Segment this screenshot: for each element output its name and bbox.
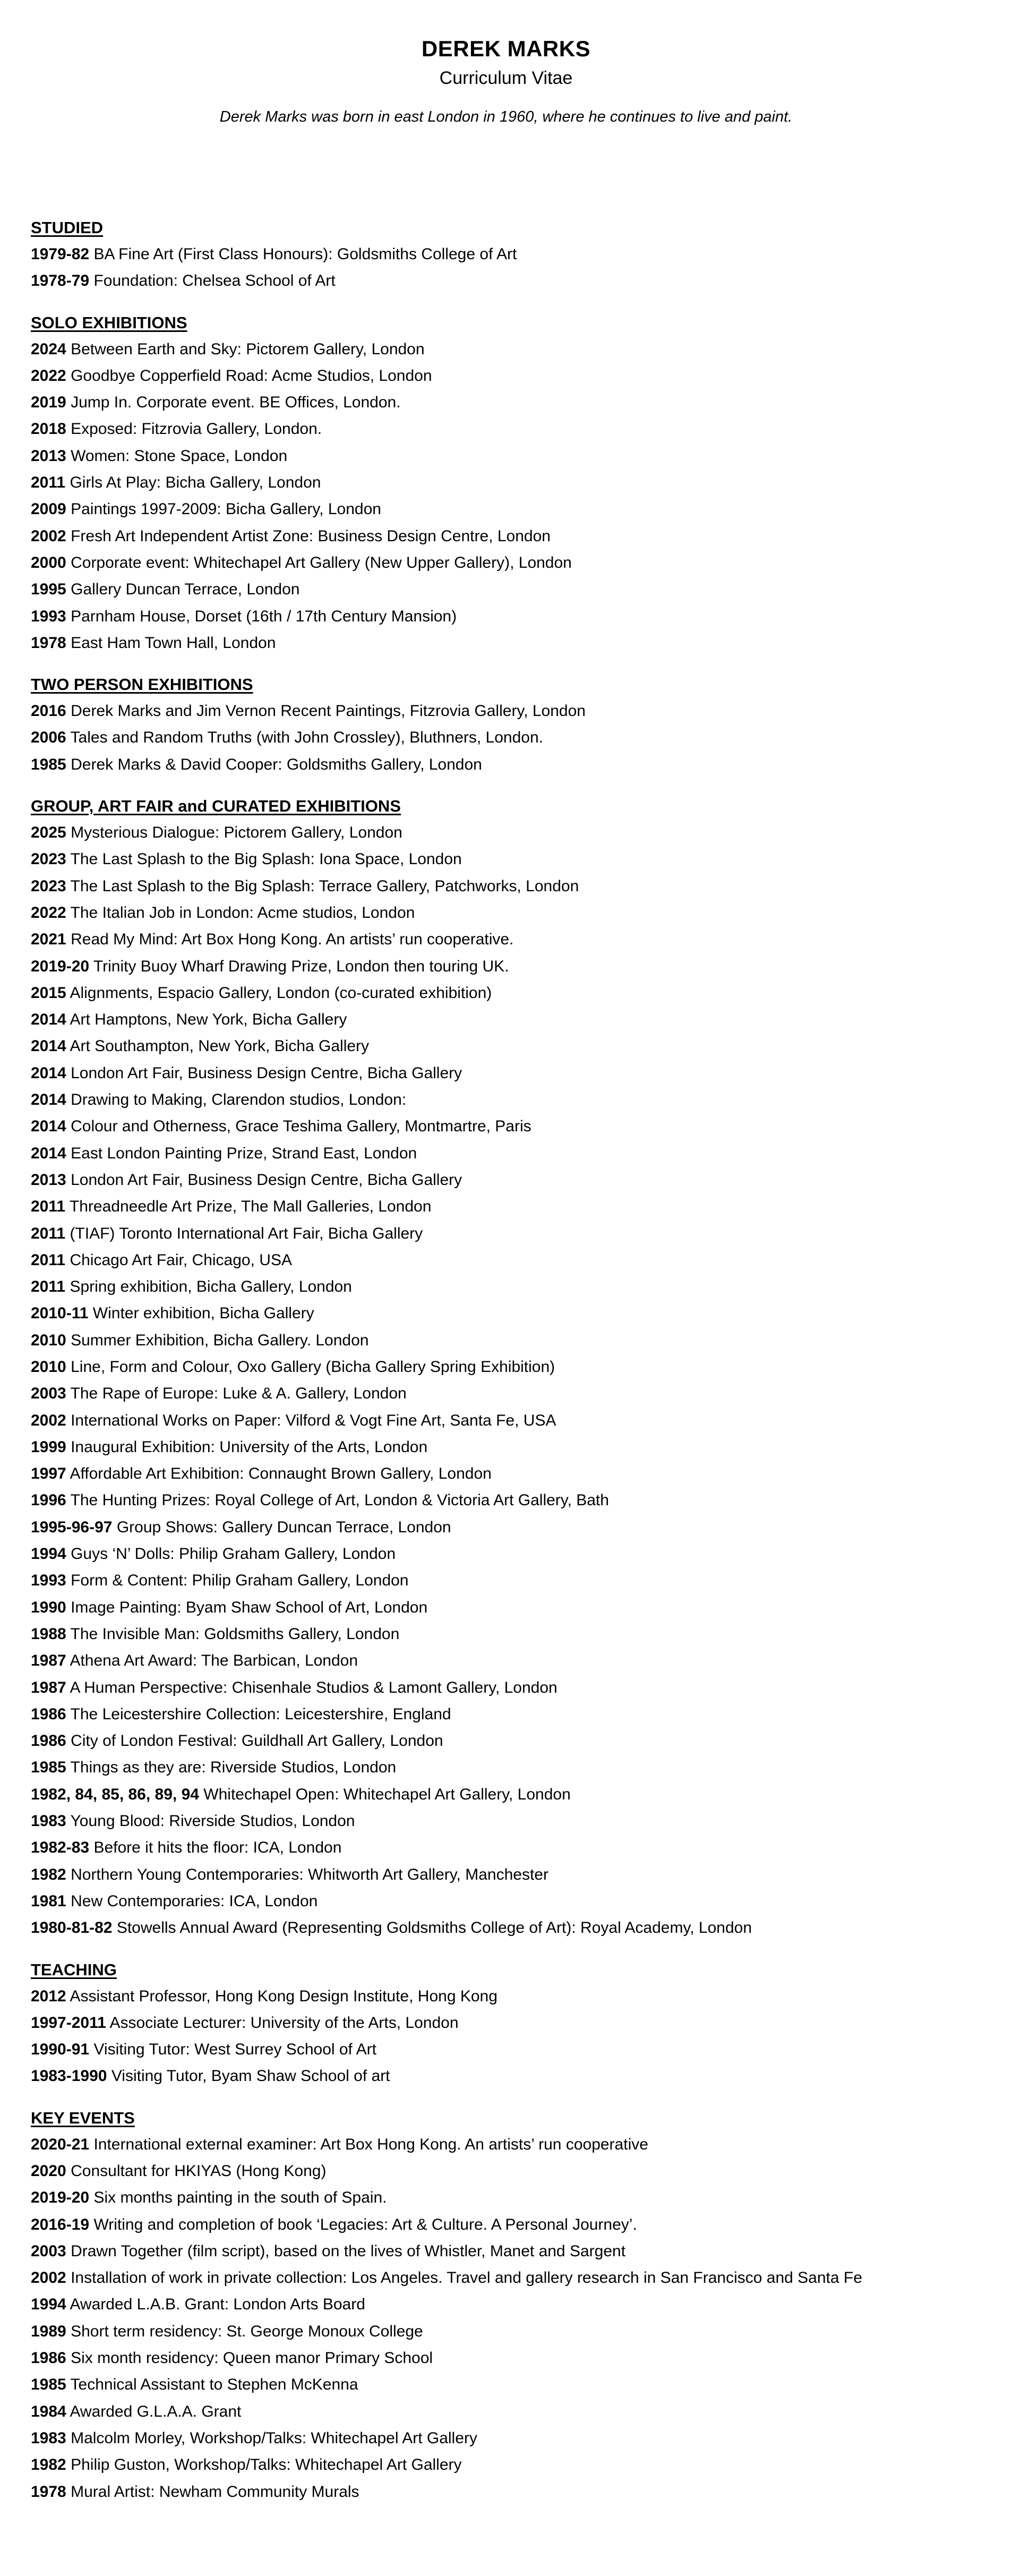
- entry-year: 1979-82: [31, 245, 90, 263]
- entry-year: 2014: [31, 1064, 66, 1082]
- entry-description: Six month residency: Queen manor Primary School: [71, 2349, 433, 2367]
- entry-description: Tales and Random Truths (with John Crossley), Bluthners, London.: [70, 729, 543, 747]
- cv-entry: [31, 1487, 997, 1514]
- cv-entry: [31, 389, 997, 416]
- entry-year: 2009: [31, 500, 66, 518]
- entry-description: Read My Mind: Art Box Hong Kong. An artists’ run cooperative.: [71, 931, 514, 949]
- entry-description: Visiting Tutor: West Surrey School of Art: [93, 2041, 376, 2059]
- entry-description: Form & Content: Philip Graham Gallery, London: [71, 1572, 409, 1590]
- entry-description: Winter exhibition, Bicha Gallery: [92, 1304, 314, 1323]
- section-heading: SOLO EXHIBITIONS: [31, 313, 187, 332]
- artist-name: DEREK MARKS: [421, 36, 591, 61]
- cv-entry: [31, 1300, 997, 1327]
- cv-entry: [31, 416, 997, 442]
- cv-entry: [31, 1167, 997, 1193]
- entry-description: London Art Fair, Business Design Centre, Bicha Gallery: [71, 1064, 462, 1082]
- entry-year: 2016: [31, 702, 66, 720]
- entry-description: New Contemporaries: ICA, London: [71, 1892, 318, 1910]
- cv-entry: [31, 2399, 997, 2425]
- entry-description: Young Blood: Riverside Studios, London: [70, 1812, 355, 1830]
- cv-entry: [31, 1247, 997, 1274]
- entry-year: 2014: [31, 1118, 66, 1136]
- cv-section: [31, 310, 997, 657]
- entry-description: Consultant for HKIYAS (Hong Kong): [71, 2162, 327, 2180]
- entry-year: 1996: [31, 1491, 66, 1509]
- entry-year: 1994: [31, 2296, 66, 2314]
- entry-description: Assistant Professor, Hong Kong Design Institute, Hong Kong: [70, 1987, 498, 2005]
- entry-year: 2013: [31, 1171, 66, 1189]
- cv-entry: [31, 1514, 997, 1541]
- cv-entry: [31, 1193, 997, 1220]
- cv-entry: [31, 2036, 997, 2063]
- entry-year: 1993: [31, 1572, 66, 1590]
- entry-description: Malcolm Morley, Workshop/Talks: Whitechapel Art Gallery: [71, 2429, 477, 2447]
- intro-statement: Derek Marks was born in east London in 1960, where he continues to live and paint.: [219, 108, 793, 125]
- entry-description: Stowells Annual Award (Representing Goldsmiths College of Art): Royal Academy, London: [116, 1919, 752, 1937]
- entry-year: 2019-20: [31, 957, 90, 975]
- cv-entry: [31, 1675, 997, 1701]
- cv-section: [31, 2105, 997, 2505]
- cv-entry: [31, 1541, 997, 1567]
- entry-year: 1995-96-97: [31, 1518, 113, 1536]
- section-heading: STUDIED: [31, 218, 104, 237]
- cv-entry: [31, 2265, 997, 2291]
- entry-year: 2010: [31, 1358, 66, 1376]
- cv-entry: [31, 630, 997, 656]
- entry-description: Gallery Duncan Terrace, London: [71, 581, 300, 599]
- entry-year: 1995: [31, 581, 66, 599]
- cv-entry: [31, 2063, 997, 2089]
- entry-year: 1978: [31, 2483, 66, 2501]
- cv-entry: [31, 1701, 997, 1728]
- entry-year: 2006: [31, 729, 66, 747]
- entry-description: Philip Guston, Workshop/Talks: Whitechapel Art Gallery: [71, 2456, 462, 2474]
- entry-description: Associate Lecturer: University of the Arts, London: [109, 2014, 459, 2032]
- entry-description: A Human Perspective: Chisenhale Studios & Lamont Gallery, London: [70, 1678, 558, 1696]
- cv-entry: [31, 1327, 997, 1354]
- cv-entry: [31, 1808, 997, 1835]
- entry-description: Summer Exhibition, Bicha Gallery. London: [71, 1331, 369, 1349]
- entry-description: Colour and Otherness, Grace Teshima Gallery, Montmartre, Paris: [71, 1118, 531, 1136]
- entry-year: 2020-21: [31, 2135, 90, 2153]
- document-subtitle: Curriculum Vitae: [439, 68, 573, 88]
- entry-description: Drawing to Making, Clarendon studios, London:: [71, 1091, 407, 1109]
- cv-entry: [31, 2479, 997, 2505]
- cv-entry: [31, 2291, 997, 2318]
- entry-year: 1987: [31, 1652, 66, 1670]
- entry-description: Athena Art Award: The Barbican, London: [70, 1652, 358, 1670]
- entry-description: Writing and completion of book ‘Legacies: Art & Culture. A Personal Journey’.: [93, 2215, 637, 2233]
- entry-year: 2011: [31, 1224, 66, 1242]
- cv-entry: [31, 443, 997, 470]
- entry-description: Mural Artist: Newham Community Murals: [71, 2483, 359, 2501]
- entry-description: Affordable Art Exhibition: Connaught Brown Gallery, London: [70, 1465, 492, 1483]
- entry-year: 2019-20: [31, 2189, 90, 2207]
- entry-year: 2014: [31, 1091, 66, 1109]
- entry-description: The Rape of Europe: Luke & A. Gallery, London: [70, 1385, 407, 1403]
- entry-year: 2012: [31, 1987, 66, 2005]
- entry-year: 1999: [31, 1438, 66, 1456]
- cv-entry: [31, 2318, 997, 2345]
- cv-entry: [31, 1728, 997, 1754]
- entry-description: Goodbye Copperfield Road: Acme Studios, London: [71, 366, 432, 385]
- entry-description: Installation of work in private collection: Los Angeles. Travel and gallery research in San Francisco and Santa Fe: [71, 2269, 862, 2287]
- cv-entry: [31, 1915, 997, 1941]
- entry-year: 1985: [31, 1759, 66, 1777]
- entry-description: Group Shows: Gallery Duncan Terrace, London: [116, 1518, 451, 1536]
- cv-entry: [31, 1274, 997, 1300]
- entry-description: Paintings 1997-2009: Bicha Gallery, London: [71, 500, 381, 518]
- entry-description: Trinity Buoy Wharf Drawing Prize, London then touring UK.: [93, 957, 509, 975]
- entry-year: 1994: [31, 1545, 66, 1563]
- entry-year: 1980-81-82: [31, 1919, 113, 1937]
- cv-entry: [31, 523, 997, 550]
- entry-year: 2010: [31, 1331, 66, 1349]
- entry-year: 2024: [31, 340, 66, 358]
- entry-description: Drawn Together (film script), based on the lives of Whistler, Manet and Sargent: [71, 2242, 626, 2260]
- entry-year: 2010-11: [31, 1304, 89, 1323]
- cv-entry: [31, 752, 997, 778]
- cv-entry: [31, 1888, 997, 1915]
- entry-year: 2003: [31, 1385, 66, 1403]
- cv-content: [31, 215, 997, 2520]
- entry-description: Women: Stone Space, London: [71, 447, 288, 465]
- entry-description: Inaugural Exhibition: University of the Arts, London: [71, 1438, 428, 1456]
- cv-entry: [31, 550, 997, 576]
- cv-entry: [31, 2158, 997, 2185]
- entry-year: 2002: [31, 1411, 66, 1429]
- entry-description: Derek Marks & David Cooper: Goldsmiths Gallery, London: [71, 755, 482, 773]
- entry-description: Things as they are: Riverside Studios, London: [70, 1759, 397, 1777]
- entry-description: Threadneedle Art Prize, The Mall Galleries, London: [69, 1198, 432, 1216]
- cv-entry: [31, 1862, 997, 1888]
- entry-year: 1978-79: [31, 272, 90, 290]
- cv-entry: [31, 363, 997, 389]
- entry-year: 2018: [31, 420, 66, 438]
- entry-year: 1983: [31, 2429, 66, 2447]
- cv-entry: [31, 1408, 997, 1434]
- entry-year: 2011: [31, 474, 66, 492]
- entry-description: Spring exhibition, Bicha Gallery, London: [70, 1278, 352, 1296]
- entry-year: 1983: [31, 1812, 66, 1830]
- entry-description: International Works on Paper: Vilford & Vogt Fine Art, Santa Fe, USA: [71, 1411, 556, 1429]
- entry-year: 2000: [31, 553, 66, 572]
- cv-entry: [31, 1354, 997, 1380]
- entry-year: 1997: [31, 1465, 66, 1483]
- entry-description: Whitechapel Open: Whitechapel Art Gallery, London: [203, 1785, 571, 1803]
- entry-year: 2019: [31, 394, 66, 412]
- entry-description: The Leicestershire Collection: Leicestershire, England: [70, 1705, 451, 1723]
- entry-year: 1990: [31, 1598, 66, 1616]
- entry-year: 1982-83: [31, 1839, 90, 1857]
- cv-entry: [31, 953, 997, 980]
- cv-entry: [31, 1621, 997, 1648]
- cv-entry: [31, 2131, 997, 2158]
- entry-description: Alignments, Espacio Gallery, London (co-curated exhibition): [70, 984, 492, 1002]
- entry-year: 2011: [31, 1198, 66, 1216]
- entry-description: Art Southampton, New York, Bicha Gallery: [70, 1037, 370, 1055]
- cv-section: [31, 215, 997, 295]
- cv-entry: [31, 1754, 997, 1781]
- cv-entry: [31, 1140, 997, 1167]
- entry-description: Chicago Art Fair, Chicago, USA: [70, 1251, 292, 1269]
- entry-description: East London Painting Prize, Strand East, London: [71, 1144, 417, 1162]
- entry-description: Corporate event: Whitechapel Art Gallery (New Upper Gallery), London: [71, 553, 572, 572]
- cv-entry: [31, 873, 997, 900]
- cv-entry: [31, 1594, 997, 1621]
- entry-description: The Hunting Prizes: Royal College of Art, London & Victoria Art Gallery, Bath: [70, 1491, 609, 1509]
- entry-year: 2002: [31, 527, 66, 545]
- entry-description: Short term residency: St. George Monoux College: [71, 2322, 423, 2340]
- cv-entry: [31, 1033, 997, 1060]
- entry-description: Guys ‘N’ Dolls: Philip Graham Gallery, London: [71, 1545, 396, 1563]
- entry-year: 2002: [31, 2269, 66, 2287]
- entry-description: Foundation: Chelsea School of Art: [93, 272, 336, 290]
- section-heading: TEACHING: [31, 1960, 117, 1979]
- entry-year: 2023: [31, 850, 66, 868]
- entry-description: East Ham Town Hall, London: [71, 634, 276, 652]
- cv-entry: [31, 1060, 997, 1087]
- entry-year: 2016-19: [31, 2215, 90, 2233]
- entry-description: Mysterious Dialogue: Pictorem Gallery, London: [71, 824, 402, 842]
- entry-description: Image Painting: Byam Shaw School of Art, London: [71, 1598, 428, 1616]
- entry-description: Six months painting in the south of Spain.: [93, 2189, 387, 2207]
- entry-year: 1982, 84, 85, 86, 89, 94: [31, 1785, 199, 1803]
- entry-description: Northern Young Contemporaries: Whitworth Art Gallery, Manchester: [71, 1865, 548, 1883]
- cv-entry: [31, 724, 997, 751]
- entry-year: 1981: [31, 1892, 66, 1910]
- entry-description: Parnham House, Dorset (16th / 17th Century Mansion): [71, 607, 457, 625]
- entry-description: London Art Fair, Business Design Centre, Bicha Gallery: [71, 1171, 462, 1189]
- cv-entry: [31, 926, 997, 953]
- entry-description: Visiting Tutor, Byam Shaw School of art: [111, 2067, 390, 2085]
- entry-description: Before it hits the floor: ICA, London: [93, 1839, 342, 1857]
- entry-description: Awarded L.A.B. Grant: London Arts Board: [70, 2296, 365, 2314]
- cv-section: [31, 793, 997, 1941]
- entry-description: Exposed: Fitzrovia Gallery, London.: [71, 420, 322, 438]
- entry-description: The Invisible Man: Goldsmiths Gallery, London: [70, 1625, 400, 1643]
- cv-entry: [31, 268, 997, 294]
- entry-description: BA Fine Art (First Class Honours): Goldsmiths College of Art: [93, 245, 517, 263]
- cv-entry: [31, 2452, 997, 2478]
- entry-description: (TIAF) Toronto International Art Fair, Bicha Gallery: [70, 1224, 423, 1242]
- cv-entry: [31, 1461, 997, 1487]
- cv-entry: [31, 698, 997, 724]
- entry-year: 1984: [31, 2402, 66, 2420]
- entry-year: 2014: [31, 1037, 66, 1055]
- entry-year: 2011: [31, 1251, 66, 1269]
- entry-year: 2014: [31, 1011, 66, 1029]
- entry-description: Awarded G.L.A.A. Grant: [70, 2402, 242, 2420]
- entry-description: Derek Marks and Jim Vernon Recent Paintings, Fitzrovia Gallery, London: [71, 702, 586, 720]
- cv-entry: [31, 1434, 997, 1461]
- section-heading: GROUP, ART FAIR and CURATED EXHIBITIONS: [31, 797, 401, 816]
- entry-description: Art Hamptons, New York, Bicha Gallery: [70, 1011, 347, 1029]
- entry-year: 2013: [31, 447, 66, 465]
- entry-year: 1989: [31, 2322, 66, 2340]
- entry-description: Between Earth and Sky: Pictorem Gallery, London: [71, 340, 425, 358]
- entry-year: 2025: [31, 824, 66, 842]
- entry-year: 1986: [31, 2349, 66, 2367]
- entry-year: 1985: [31, 755, 66, 773]
- cv-entry: [31, 1380, 997, 1407]
- cv-entry: [31, 1006, 997, 1033]
- entry-year: 1988: [31, 1625, 66, 1643]
- cv-entry: [31, 1221, 997, 1247]
- entry-year: 2023: [31, 877, 66, 895]
- section-heading: KEY EVENTS: [31, 2108, 135, 2127]
- cv-entry: [31, 241, 997, 268]
- entry-year: 1997-2011: [31, 2014, 106, 2032]
- cv-entry: [31, 576, 997, 603]
- entry-year: 1993: [31, 607, 66, 625]
- entry-description: Jump In. Corporate event. BE Offices, London.: [71, 394, 401, 412]
- cv-entry: [31, 820, 997, 846]
- cv-entry: [31, 470, 997, 496]
- cv-entry: [31, 1835, 997, 1861]
- entry-year: 1985: [31, 2376, 66, 2394]
- entry-year: 1987: [31, 1678, 66, 1696]
- cv-entry: [31, 2212, 997, 2238]
- entry-description: The Last Splash to the Big Splash: Iona Space, London: [70, 850, 462, 868]
- cv-entry: [31, 1567, 997, 1594]
- entry-description: The Italian Job in London: Acme studios, London: [70, 903, 415, 922]
- cv-entry: [31, 1983, 997, 2010]
- section-heading: TWO PERSON EXHIBITIONS: [31, 675, 253, 694]
- cv-entry: [31, 603, 997, 630]
- cv-entry: [31, 1781, 997, 1808]
- entry-description: Technical Assistant to Stephen McKenna: [70, 2376, 358, 2394]
- cv-section: [31, 671, 997, 778]
- entry-year: 1990-91: [31, 2041, 90, 2059]
- cv-entry: [31, 1648, 997, 1674]
- entry-year: 2011: [31, 1278, 66, 1296]
- cv-entry: [31, 2372, 997, 2398]
- entry-year: 2022: [31, 366, 66, 385]
- entry-year: 2021: [31, 931, 66, 949]
- cv-entry: [31, 846, 997, 873]
- cv-entry: [31, 1113, 997, 1140]
- entry-description: City of London Festival: Guildhall Art Gallery, London: [71, 1732, 443, 1750]
- cv-entry: [31, 2345, 997, 2372]
- entry-description: The Last Splash to the Big Splash: Terrace Gallery, Patchworks, London: [70, 877, 579, 895]
- entry-year: 1982: [31, 2456, 66, 2474]
- cv-entry: [31, 2010, 997, 2036]
- cv-entry: [31, 496, 997, 523]
- entry-year: 1986: [31, 1705, 66, 1723]
- cv-entry: [31, 1087, 997, 1113]
- entry-description: Fresh Art Independent Artist Zone: Business Design Centre, London: [71, 527, 551, 545]
- entry-description: Girls At Play: Bicha Gallery, London: [70, 474, 321, 492]
- entry-year: 2014: [31, 1144, 66, 1162]
- cv-entry: [31, 980, 997, 1006]
- cv-entry: [31, 900, 997, 926]
- entry-year: 2003: [31, 2242, 66, 2260]
- entry-description: International external examiner: Art Box Hong Kong. An artists’ run cooperative: [93, 2135, 648, 2153]
- entry-year: 1982: [31, 1865, 66, 1883]
- entry-year: 2022: [31, 903, 66, 922]
- cv-entry: [31, 336, 997, 363]
- cv-entry: [31, 2185, 997, 2211]
- cv-section: [31, 1957, 997, 2090]
- cv-entry: [31, 2425, 997, 2452]
- entry-year: 1978: [31, 634, 66, 652]
- entry-year: 2015: [31, 984, 66, 1002]
- cv-entry: [31, 2238, 997, 2265]
- entry-year: 2020: [31, 2162, 66, 2180]
- entry-year: 1983-1990: [31, 2067, 107, 2085]
- entry-description: Line, Form and Colour, Oxo Gallery (Bicha Gallery Spring Exhibition): [71, 1358, 555, 1376]
- entry-year: 1986: [31, 1732, 66, 1750]
